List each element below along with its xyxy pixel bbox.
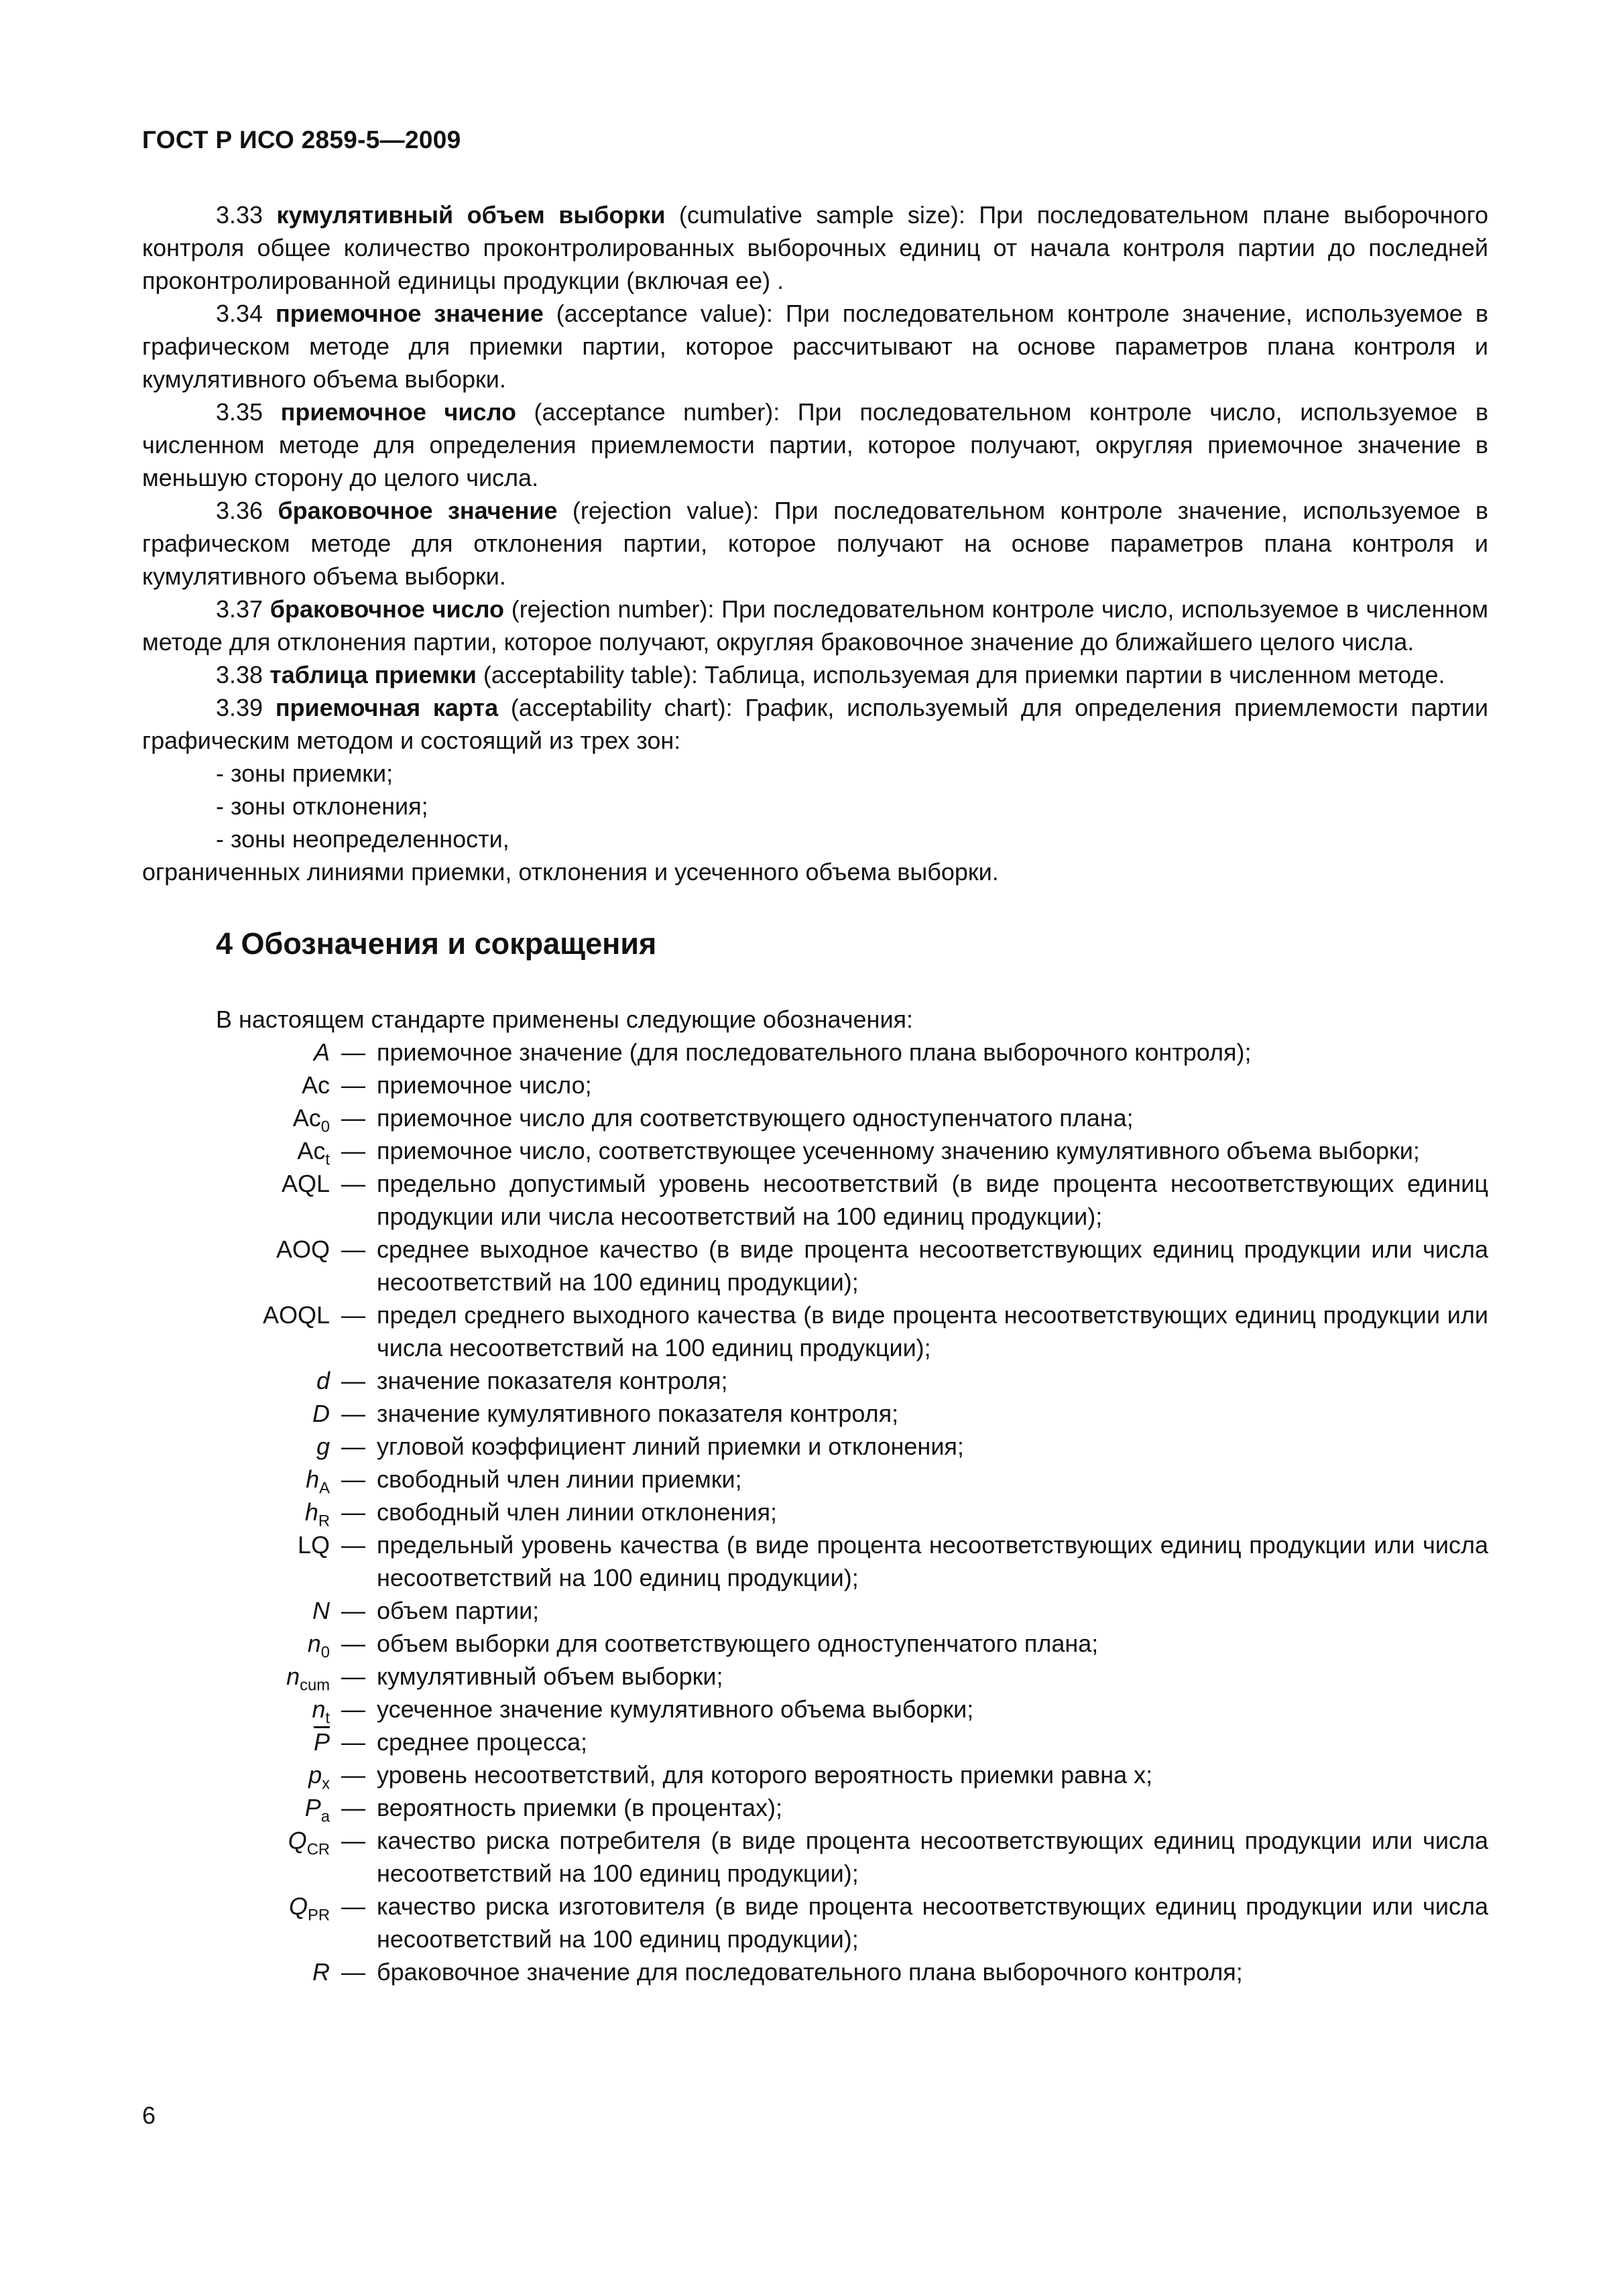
symbol-base: Ac <box>301 1071 330 1099</box>
symbol-base: n <box>307 1630 321 1657</box>
zones-end: ограниченных линиями приемки, отклонения и усеченного объема выборки. <box>142 858 999 886</box>
symbol-row <box>142 1594 1488 1627</box>
symbol-definition: предел среднего выходного качества (в виде процента несоответствующих единиц продукции или числа несоответствий на 100 единиц продукции); <box>377 1301 1488 1362</box>
em-dash: — <box>341 1630 365 1657</box>
term-definition: (acceptance number): При последовательном контроле число, используемое в численном методе для определения приемлемости партии, которое получают, округляя приемочное значение в меньшую сторону до целого числа. <box>142 398 1488 491</box>
symbol-base: g <box>316 1433 330 1460</box>
symbol <box>142 1528 330 1561</box>
symbol-base: R <box>312 1958 330 1986</box>
symbol-definition: качество риска изготовителя (в виде процента несоответствующих единиц продукции или числа несоответствий на 100 единиц продукции); <box>377 1892 1488 1953</box>
em-dash: — <box>341 1235 365 1263</box>
term-paragraph <box>142 396 1488 494</box>
symbol-row <box>142 1528 1488 1594</box>
symbol <box>142 1364 330 1397</box>
em-dash: — <box>341 1104 365 1132</box>
symbol-row <box>142 1496 1488 1528</box>
term-name: приемочное значение <box>276 300 544 327</box>
symbol-row <box>142 1955 1488 1988</box>
symbol <box>142 1101 330 1134</box>
page-number: 6 <box>142 2102 156 2129</box>
symbol-base: n <box>286 1663 300 1690</box>
symbol-row <box>142 1430 1488 1463</box>
symbol-definition: приемочное число; <box>377 1071 592 1099</box>
symbol-base: A <box>313 1038 330 1066</box>
symbol <box>142 1430 330 1463</box>
term-name: приемочное число <box>280 398 516 426</box>
symbol-row <box>142 1101 1488 1134</box>
symbol-definition: среднее процесса; <box>377 1728 587 1756</box>
symbol-definition: значение показателя контроля; <box>377 1367 728 1394</box>
symbol-row <box>142 1693 1488 1726</box>
symbol-definition: объем партии; <box>377 1597 540 1624</box>
em-dash: — <box>341 1728 365 1756</box>
section-title: 4 Обозначения и сокращения <box>216 926 657 961</box>
symbol-definition: предельно допустимый уровень несоответствий (в виде процента несоответствующих единиц продукции или числа несоответствий на 100 единиц продукции); <box>377 1170 1488 1230</box>
term-paragraph <box>142 593 1488 658</box>
symbol-row <box>142 1036 1488 1069</box>
em-dash: — <box>341 1597 365 1624</box>
symbol-row <box>142 1069 1488 1101</box>
symbols-list <box>142 1036 1488 1988</box>
em-dash: — <box>341 1958 365 1986</box>
symbol <box>142 1594 330 1627</box>
symbol <box>142 1955 330 1988</box>
term-paragraph <box>142 658 1488 691</box>
symbol <box>142 1463 330 1496</box>
zone-item: - зоны неопределенности, <box>216 825 509 853</box>
symbol-row <box>142 1364 1488 1397</box>
symbol-row <box>142 1726 1488 1758</box>
symbol-row <box>142 1167 1488 1233</box>
term-paragraph <box>142 691 1488 757</box>
symbol <box>142 1791 330 1824</box>
document-code: ГОСТ Р ИСО 2859-5—2009 <box>142 126 461 154</box>
symbol-definition: приемочное значение (для последовательного плана выборочного контроля); <box>377 1038 1252 1066</box>
symbol-definition: приемочное число для соответствующего одноступенчатого плана; <box>377 1104 1134 1132</box>
symbol <box>142 1758 330 1791</box>
symbol-definition: приемочное число, соответствующее усеченному значению кумулятивного объема выборки; <box>377 1137 1420 1164</box>
em-dash: — <box>341 1301 365 1329</box>
symbol-row <box>142 1463 1488 1496</box>
symbol-base: N <box>312 1597 330 1624</box>
em-dash: — <box>341 1498 365 1526</box>
symbols-intro: В настоящем стандарте применены следующие обозначения: <box>216 1006 914 1033</box>
symbol-subscript: 0 <box>320 1643 330 1662</box>
symbol-definition: усеченное значение кумулятивного объема выборки; <box>377 1695 974 1723</box>
symbol-base: P <box>304 1794 321 1821</box>
term-definition: (cumulative sample size): При последовательном плане выборочного контроля общее количество проконтролированных выборочных единиц от начала контроля партии до последней проконтролированной единицы продукции (включая ее) . <box>142 201 1488 294</box>
symbol-definition: среднее выходное качество (в виде процента несоответствующих единиц продукции или числа несоответствий на 100 единиц продукции); <box>377 1235 1488 1296</box>
term-number: 3.35 <box>216 398 263 426</box>
symbol <box>142 1233 330 1266</box>
em-dash: — <box>341 1663 365 1690</box>
symbol <box>142 1726 330 1758</box>
symbol <box>142 1496 330 1528</box>
symbol-base: LQ <box>297 1531 330 1559</box>
symbol <box>142 1890 330 1923</box>
symbol-subscript: t <box>325 1150 330 1169</box>
symbol <box>142 1069 330 1101</box>
symbol-base: D <box>312 1400 330 1427</box>
symbol-row <box>142 1758 1488 1791</box>
symbol <box>142 1824 330 1857</box>
em-dash: — <box>341 1827 365 1854</box>
symbol-subscript: t <box>325 1709 330 1728</box>
term-name: кумулятивный объем выборки <box>276 201 666 229</box>
symbol-base: n <box>312 1695 326 1723</box>
em-dash: — <box>341 1367 365 1394</box>
symbol-subscript: A <box>319 1479 330 1498</box>
symbol-definition: объем выборки для соответствующего одноступенчатого плана; <box>377 1630 1099 1657</box>
symbol <box>142 1660 330 1693</box>
term-number: 3.37 <box>216 595 263 623</box>
document-body <box>142 198 1488 1988</box>
symbol-base: Ac <box>292 1104 321 1132</box>
em-dash: — <box>341 1038 365 1066</box>
symbol <box>142 1693 330 1726</box>
symbol-base: h <box>306 1465 320 1493</box>
symbol-subscript: R <box>318 1512 330 1530</box>
term-definition: (acceptance value): При последовательном контроле значение, используемое в графическом методе для приемки партии, которое рассчитывают на основе параметров плана контроля и кумулятивного объема выборки. <box>142 300 1488 393</box>
em-dash: — <box>341 1137 365 1164</box>
symbol-row <box>142 1890 1488 1955</box>
symbol-definition: предельный уровень качества (в виде процента несоответствующих единиц продукции или числа несоответствий на 100 единиц продукции); <box>377 1531 1488 1591</box>
symbol-base: d <box>316 1367 330 1394</box>
symbol-row <box>142 1134 1488 1167</box>
symbol-base: p <box>308 1761 322 1789</box>
em-dash: — <box>341 1433 365 1460</box>
symbol-base: h <box>304 1498 318 1526</box>
symbol <box>142 1298 330 1331</box>
symbol-subscript: PR <box>308 1906 330 1925</box>
symbol-row <box>142 1791 1488 1824</box>
symbol-row <box>142 1824 1488 1890</box>
em-dash: — <box>341 1465 365 1493</box>
symbol-base: Q <box>288 1827 307 1854</box>
symbol-base: Ac <box>297 1137 326 1164</box>
term-paragraph <box>142 494 1488 593</box>
term-number: 3.33 <box>216 201 263 229</box>
term-paragraph <box>142 198 1488 297</box>
symbol <box>142 1134 330 1167</box>
em-dash: — <box>341 1170 365 1197</box>
em-dash: — <box>341 1892 365 1920</box>
symbol <box>142 1627 330 1660</box>
term-definition: (acceptability chart): График, используемый для определения приемлемости партии графическим методом и состоящий из трех зон: <box>142 694 1488 754</box>
symbol-base: AOQL <box>262 1301 330 1329</box>
symbol-definition: кумулятивный объем выборки; <box>377 1663 723 1690</box>
symbol-definition: свободный член линии приемки; <box>377 1465 742 1493</box>
term-definition: (rejection number): При последовательном контроле число, используемое в численном методе для отклонения партии, которое получают, округляя браковочное значение до ближайшего целого числа. <box>142 595 1488 656</box>
symbol-definition: угловой коэффициент линий приемки и отклонения; <box>377 1433 964 1460</box>
term-name: браковочное число <box>269 595 505 623</box>
term-name: браковочное значение <box>278 497 558 524</box>
symbol-subscript: x <box>322 1774 330 1793</box>
em-dash: — <box>341 1400 365 1427</box>
symbol-row <box>142 1397 1488 1430</box>
symbol-definition: вероятность приемки (в процентах); <box>377 1794 783 1821</box>
symbol-definition: значение кумулятивного показателя контроля; <box>377 1400 899 1427</box>
zones-list <box>142 757 1488 855</box>
symbol-row <box>142 1627 1488 1660</box>
symbol-subscript: a <box>320 1807 330 1826</box>
symbol-row <box>142 1660 1488 1693</box>
term-number: 3.34 <box>216 300 263 327</box>
term-definition: (acceptability table): Таблица, используемая для приемки партии в численном методе. <box>476 661 1445 688</box>
term-number: 3.38 <box>216 661 263 688</box>
em-dash: — <box>341 1531 365 1559</box>
em-dash: — <box>341 1695 365 1723</box>
symbol-definition: браковочное значение для последовательного плана выборочного контроля; <box>377 1958 1243 1986</box>
symbol-definition: уровень несоответствий, для которого вероятность приемки равна x; <box>377 1761 1153 1789</box>
em-dash: — <box>341 1761 365 1789</box>
symbol-subscript: CR <box>306 1840 330 1859</box>
symbol-subscript: cum <box>300 1676 330 1695</box>
term-number: 3.39 <box>216 694 263 721</box>
symbol <box>142 1036 330 1069</box>
symbol-base: AQL <box>281 1170 330 1197</box>
term-name: приемочная карта <box>275 694 499 721</box>
zone-item: - зоны отклонения; <box>216 792 428 820</box>
term-name: таблица приемки <box>269 661 477 688</box>
term-definition: (rejection value): При последовательном контроле значение, используемое в графическом методе для отклонения партии, которое получают на основе параметров плана контроля и кумулятивного объема выборки. <box>142 497 1488 590</box>
em-dash: — <box>341 1794 365 1821</box>
symbol-row <box>142 1298 1488 1364</box>
term-number: 3.36 <box>216 497 263 524</box>
symbol-row <box>142 1233 1488 1298</box>
symbol-base: Q <box>288 1892 308 1920</box>
em-dash: — <box>341 1071 365 1099</box>
symbol-base: $\overline{P}$ <box>313 1728 330 1756</box>
symbol <box>142 1167 330 1200</box>
symbol-definition: качество риска потребителя (в виде процента несоответствующих единиц продукции или числа несоответствий на 100 единиц продукции); <box>377 1827 1488 1887</box>
symbol-subscript: 0 <box>320 1117 330 1136</box>
terms-list <box>142 198 1488 757</box>
symbol-base: AOQ <box>276 1235 330 1263</box>
zone-item: - зоны приемки; <box>216 760 394 787</box>
symbol <box>142 1397 330 1430</box>
term-paragraph <box>142 297 1488 396</box>
symbol-definition: свободный член линии отклонения; <box>377 1498 778 1526</box>
